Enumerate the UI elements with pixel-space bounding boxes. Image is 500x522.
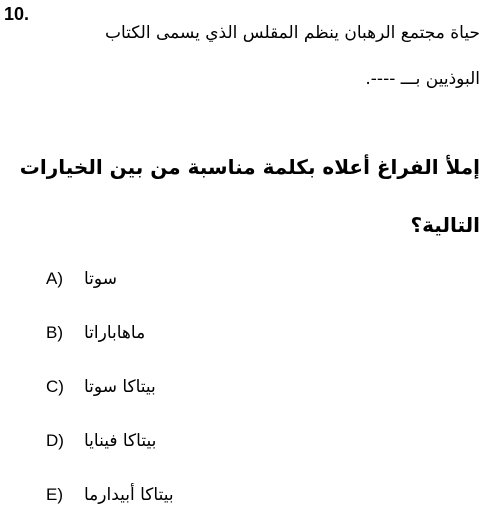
option-e[interactable] (46, 468, 346, 522)
option-letter: B) (46, 323, 63, 342)
option-d[interactable] (46, 414, 346, 468)
option-b[interactable] (46, 306, 346, 360)
stem-line-2: البوذيين بـــ ----. (365, 69, 480, 89)
answer-options (46, 252, 346, 522)
question-number: 10. (4, 4, 30, 24)
option-text: ماهاباراتا (84, 323, 146, 343)
question-stem (30, 10, 480, 102)
instruction-line-2: التالية؟ (410, 213, 480, 237)
option-text: بيتاكا فينايا (84, 431, 157, 451)
option-c[interactable] (46, 360, 346, 414)
stem-line-1: حياة مجتمع الرهبان ينظم المقلس الذي يسمى الكتاب (104, 23, 480, 43)
instruction-line-1: إملأ الفراغ أعلاه بكلمة مناسبة من بين الخيارات (19, 155, 480, 179)
option-letter: D) (46, 431, 64, 450)
option-letter: E) (46, 485, 63, 504)
option-letter: A) (46, 269, 63, 288)
option-text: بيتاكا سوتا (84, 377, 156, 397)
question-instruction (20, 138, 480, 254)
option-letter: C) (46, 377, 64, 396)
option-a[interactable] (46, 252, 346, 306)
option-text: بيتاكا أبيدارما (84, 485, 174, 505)
option-text: سوتا (84, 269, 117, 289)
